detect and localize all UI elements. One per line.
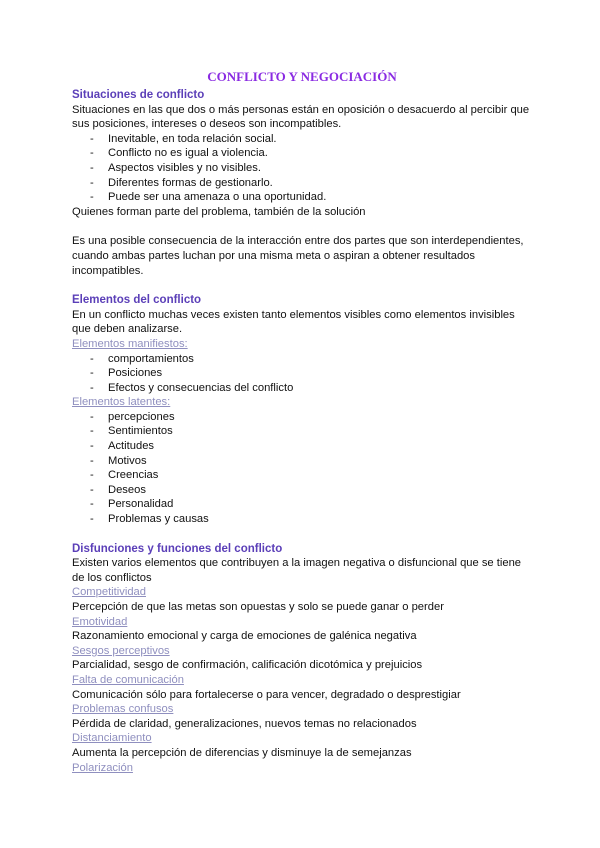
list-item: - Deseos xyxy=(72,483,532,498)
list-item: - Diferentes formas de gestionarlo. xyxy=(72,176,532,191)
list-item: - Personalidad xyxy=(72,497,532,512)
subheading-latentes: Elementos latentes: xyxy=(72,396,171,409)
situaciones-list xyxy=(72,132,532,205)
subheading-competitividad: Competitividad xyxy=(72,586,146,599)
latentes-list xyxy=(72,410,532,527)
subheading-problemas: Problemas confusos xyxy=(72,703,174,716)
text-emotividad: Razonamiento emocional y carga de emociones de galénica negativa xyxy=(72,630,417,643)
section-heading-elementos: Elementos del conflicto xyxy=(72,294,202,307)
list-item: - Conflicto no es igual a violencia. xyxy=(72,146,532,161)
list-item: - Motivos xyxy=(72,454,532,469)
list-item: - Puede ser una amenaza o una oportunidad. xyxy=(72,190,532,205)
list-item: - Inevitable, en toda relación social. xyxy=(72,132,532,147)
page-title: CONFLICTO Y NEGOCIACIÓN xyxy=(207,69,397,84)
list-item: - Efectos y consecuencias del conflicto xyxy=(72,381,532,396)
situaciones-paragraph: Es una posible consecuencia de la interacción entre dos partes que son interdependientes, cuando ambas partes luchan por una misma meta o aspiran a obtener resultados incompatibles. xyxy=(72,235,524,277)
text-distanciamiento: Aumenta la percepción de diferencias y disminuye la de semejanzas xyxy=(72,746,412,759)
list-item: - percepciones xyxy=(72,410,532,425)
subheading-sesgos: Sesgos perceptivos xyxy=(72,644,170,657)
list-item: - Aspectos visibles y no visibles. xyxy=(72,161,532,176)
section-intro-situaciones: Situaciones en las que dos o más personas están en oposición o desacuerdo al percibir que sus posiciones, intereses o deseos son incompatibles. xyxy=(72,103,530,131)
text-problemas: Pérdida de claridad, generalizaciones, nuevos temas no relacionados xyxy=(72,717,417,730)
subheading-emotividad: Emotividad xyxy=(72,615,128,628)
section-heading-situaciones: Situaciones de conflicto xyxy=(72,89,205,101)
subheading-polarizacion: Polarización xyxy=(72,761,133,774)
document-page xyxy=(72,68,532,775)
text-sesgos: Parcialidad, sesgo de confirmación, calificación dicotómica y prejuicios xyxy=(72,659,423,672)
list-item: - Creencias xyxy=(72,468,532,483)
section-intro-elementos: En un conflicto muchas veces existen tanto elementos visibles como elementos invisibles que deben analizarse. xyxy=(72,308,515,336)
subheading-manifiestos: Elementos manifiestos: xyxy=(72,337,188,350)
manifiestos-list xyxy=(72,352,532,396)
situaciones-after: Quienes forman parte del problema, también de la solución xyxy=(72,205,366,218)
list-item: - comportamientos xyxy=(72,352,532,367)
section-heading-disfunciones: Disfunciones y funciones del conflicto xyxy=(72,542,283,555)
list-item: - Sentimientos xyxy=(72,424,532,439)
subheading-distanciamiento: Distanciamiento xyxy=(72,732,152,745)
list-item: - Problemas y causas xyxy=(72,512,532,527)
list-item: - Posiciones xyxy=(72,366,532,381)
text-competitividad: Percepción de que las metas son opuestas y solo se puede ganar o perder xyxy=(72,601,444,613)
subheading-comunicacion: Falta de comunicación xyxy=(72,673,184,686)
section-intro-disfunciones: Existen varios elementos que contribuyen a la imagen negativa o disfuncional que se tiene de los conflictos xyxy=(72,557,522,584)
list-item: - Actitudes xyxy=(72,439,532,454)
text-comunicacion: Comunicación sólo para fortalecerse o para vencer, degradado o desprestigiar xyxy=(72,688,461,701)
